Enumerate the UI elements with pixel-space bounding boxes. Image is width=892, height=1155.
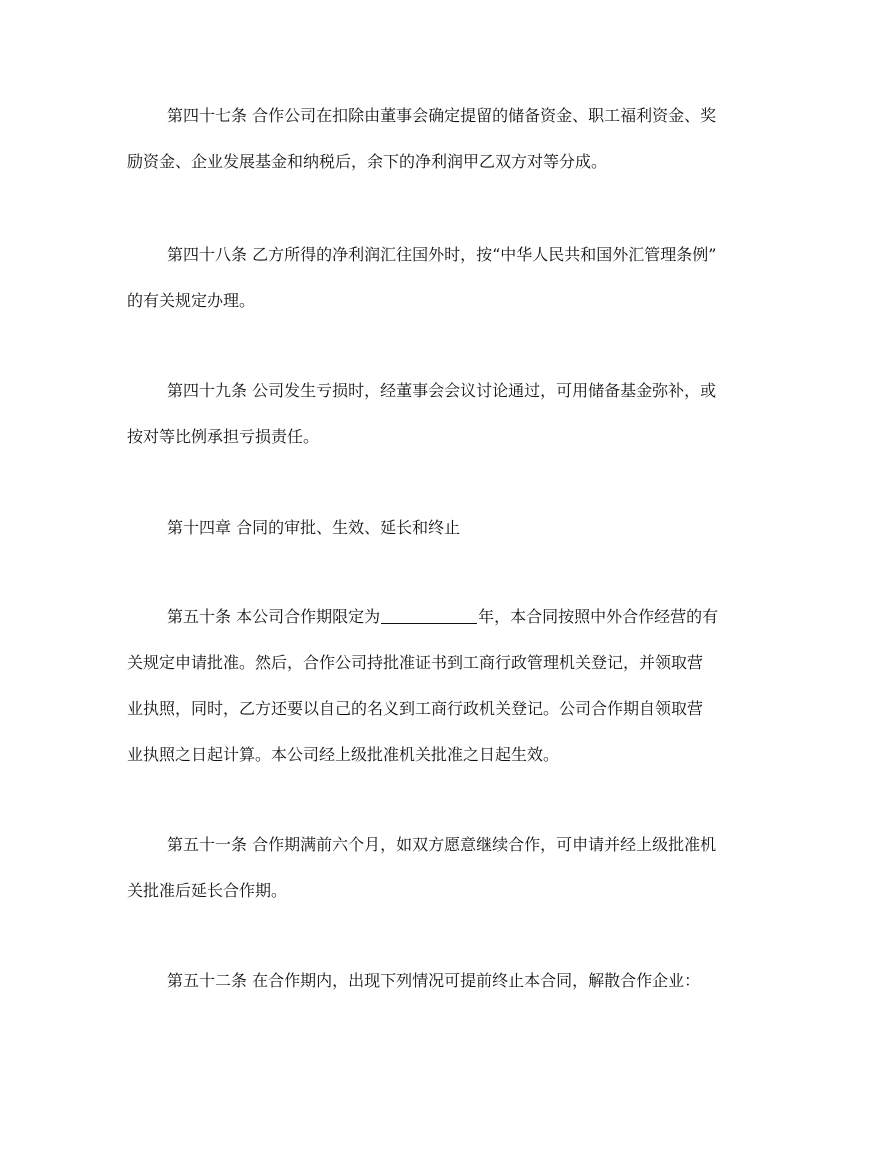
article-47-paragraph [127,93,767,185]
article-48-line-2: 的有关规定办理。 [127,291,256,310]
article-51-paragraph [127,822,767,914]
article-50-paragraph [127,594,767,778]
article-50-line-3: 业执照，同时，乙方还要以自己的名义到工商行政机关登记。公司合作期自领取营 [127,699,704,718]
article-52-paragraph [127,958,767,1004]
chapter-14-title: 第十四章 合同的审批、生效、延长和终止 [167,518,461,537]
article-48-line-1: 第四十八条 乙方所得的净利润汇往国外时，按“中华人民共和国外汇管理条例” [167,245,717,264]
article-47-line-2: 励资金、企业发展基金和纳税后，余下的净利润甲乙双方对等分成。 [127,152,608,171]
article-50-line-4: 业执照之日起计算。本公司经上级批准机关批准之日起生效。 [127,745,560,764]
article-51-line-2: 关批准后延长合作期。 [127,881,288,900]
article-52-line-1: 第五十二条 在合作期内，出现下列情况可提前终止本合同，解散合作企业： [167,971,701,990]
article-50-line-2: 关规定申请批准。然后，合作公司持批准证书到工商行政管理机关登记，并领取营 [127,653,704,672]
chapter-14-heading [127,505,767,551]
article-50-line-1-after: 年，本合同按照中外合作经营的有 [478,607,719,626]
article-51-line-1: 第五十一条 合作期满前六个月，如双方愿意继续合作，可申请并经上级批准机 [167,835,717,854]
article-50-line-1 [127,594,767,640]
article-49-paragraph [127,368,767,460]
article-49-line-1: 第四十九条 公司发生亏损时，经董事会会议讨论通过，可用储备基金弥补，或 [167,381,717,400]
article-47-line-1: 第四十七条 合作公司在扣除由董事会确定提留的储备资金、职工福利资金、奖 [167,106,717,125]
article-50-line-1-before: 第五十条 本公司合作期限定为 [167,607,381,626]
term-blank-field [381,607,477,624]
article-48-paragraph [127,232,767,324]
article-49-line-2: 按对等比例承担亏损责任。 [127,427,320,446]
